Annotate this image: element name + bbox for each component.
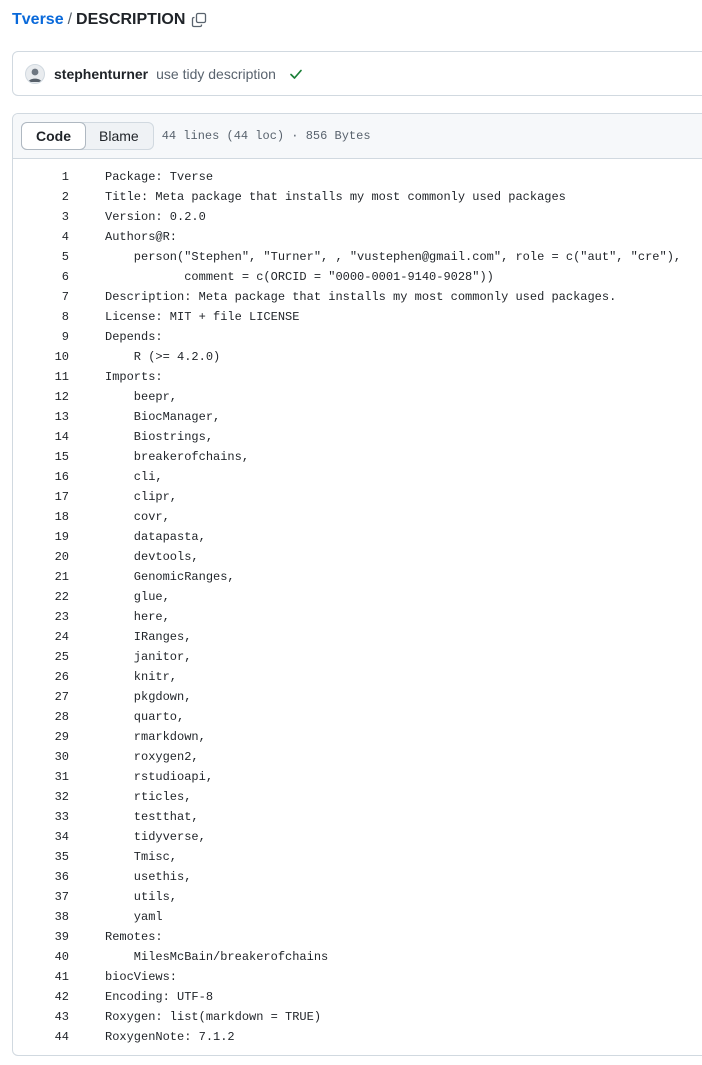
code-line: [13, 767, 702, 787]
latest-commit-bar: [12, 51, 702, 96]
line-content: rticles,: [105, 790, 192, 804]
line-number[interactable]: 19: [54, 530, 69, 544]
code-line: [13, 887, 702, 907]
code-line: [13, 327, 702, 347]
line-content: roxygen2,: [105, 750, 199, 764]
file-name: DESCRIPTION: [76, 11, 186, 28]
commit-message[interactable]: use tidy description: [156, 65, 276, 82]
line-content: testthat,: [105, 810, 199, 824]
tab-code[interactable]: Code: [21, 122, 86, 150]
code-line: [13, 347, 702, 367]
code-line: [13, 447, 702, 467]
line-number[interactable]: 23: [54, 610, 69, 624]
line-content: clipr,: [105, 490, 178, 504]
code-line: [13, 467, 702, 487]
line-number[interactable]: 22: [54, 590, 69, 604]
line-number[interactable]: 16: [54, 470, 69, 484]
code-area: [13, 159, 702, 1047]
file-info: 44 lines (44 loc) · 856 Bytes: [161, 129, 371, 143]
code-line: [13, 687, 702, 707]
line-number[interactable]: 14: [54, 430, 69, 444]
line-number[interactable]: 36: [54, 870, 69, 884]
code-line: [13, 607, 702, 627]
code-line: [13, 587, 702, 607]
line-number[interactable]: 40: [54, 950, 69, 964]
code-line: [13, 647, 702, 667]
line-content: person("Stephen", "Turner", , "vustephen@gmail.com", role = c("aut", "cre"),: [105, 250, 682, 264]
line-number[interactable]: 13: [54, 410, 69, 424]
line-content: R (>= 4.2.0): [105, 350, 221, 364]
line-content: datapasta,: [105, 530, 206, 544]
line-content: RoxygenNote: 7.1.2: [105, 1030, 235, 1044]
line-content: Roxygen: list(markdown = TRUE): [105, 1010, 322, 1024]
line-content: covr,: [105, 510, 170, 524]
code-line: [13, 507, 702, 527]
line-content: cli,: [105, 470, 163, 484]
breadcrumb: [12, 8, 207, 32]
line-number[interactable]: 44: [54, 1030, 69, 1044]
code-line: [13, 207, 702, 227]
line-content: IRanges,: [105, 630, 192, 644]
code-line: [13, 307, 702, 327]
line-number[interactable]: 20: [54, 550, 69, 564]
line-content: janitor,: [105, 650, 192, 664]
code-line: [13, 367, 702, 387]
line-content: Remotes:: [105, 930, 163, 944]
line-content: yaml: [105, 910, 163, 924]
line-number[interactable]: 6: [61, 270, 69, 284]
line-number[interactable]: 9: [61, 330, 69, 344]
code-line: [13, 387, 702, 407]
code-line: [13, 787, 702, 807]
code-line: [13, 407, 702, 427]
line-content: beepr,: [105, 390, 178, 404]
file-viewer: [12, 113, 702, 1056]
line-number[interactable]: 38: [54, 910, 69, 924]
line-content: devtools,: [105, 550, 199, 564]
line-content: License: MIT + file LICENSE: [105, 310, 300, 324]
code-line: [13, 167, 702, 187]
code-line: [13, 227, 702, 247]
copy-icon[interactable]: [191, 12, 207, 28]
line-number[interactable]: 31: [54, 770, 69, 784]
line-content: glue,: [105, 590, 170, 604]
code-line: [13, 567, 702, 587]
line-number[interactable]: 10: [54, 350, 69, 364]
commit-author[interactable]: stephenturner: [54, 65, 149, 82]
code-line: [13, 247, 702, 267]
line-number[interactable]: 5: [61, 250, 69, 264]
line-content: MilesMcBain/breakerofchains: [105, 950, 329, 964]
line-number[interactable]: 15: [54, 450, 69, 464]
line-content: Package: Tverse: [105, 170, 214, 184]
line-content: Depends:: [105, 330, 163, 344]
code-line: [13, 187, 702, 207]
line-content: Imports:: [105, 370, 163, 384]
code-line: [13, 727, 702, 747]
repo-link[interactable]: Tverse: [12, 11, 64, 28]
line-content: GenomicRanges,: [105, 570, 235, 584]
code-line: [13, 527, 702, 547]
line-content: Encoding: UTF-8: [105, 990, 214, 1004]
line-content: rstudioapi,: [105, 770, 214, 784]
code-line: [13, 1007, 702, 1027]
line-number[interactable]: 25: [54, 650, 69, 664]
line-content: comment = c(ORCID = "0000-0001-9140-9028")): [105, 270, 494, 284]
line-number[interactable]: 43: [54, 1010, 69, 1024]
line-content: utils,: [105, 890, 178, 904]
code-line: [13, 967, 702, 987]
line-number[interactable]: 33: [54, 810, 69, 824]
code-line: [13, 907, 702, 927]
line-content: Title: Meta package that installs my most commonly used packages: [105, 190, 566, 204]
line-number[interactable]: 3: [61, 210, 69, 224]
line-number[interactable]: 21: [54, 570, 69, 584]
code-line: [13, 487, 702, 507]
line-number[interactable]: 1: [61, 170, 69, 184]
line-number[interactable]: 37: [54, 890, 69, 904]
code-line: [13, 847, 702, 867]
line-content: rmarkdown,: [105, 730, 206, 744]
line-content: tidyverse,: [105, 830, 206, 844]
view-toggle: [21, 122, 154, 150]
line-number[interactable]: 11: [54, 370, 69, 384]
line-content: Description: Meta package that installs my most commonly used packages.: [105, 290, 617, 304]
line-number[interactable]: 8: [61, 310, 69, 324]
line-number[interactable]: 26: [54, 670, 69, 684]
line-content: here,: [105, 610, 170, 624]
line-number[interactable]: 28: [54, 710, 69, 724]
line-number[interactable]: 4: [61, 230, 69, 244]
line-number[interactable]: 32: [54, 790, 69, 804]
line-content: Biostrings,: [105, 430, 214, 444]
code-line: [13, 747, 702, 767]
line-content: breakerofchains,: [105, 450, 250, 464]
line-number[interactable]: 12: [54, 390, 69, 404]
code-line: [13, 927, 702, 947]
line-content: usethis,: [105, 870, 192, 884]
line-number[interactable]: 17: [54, 490, 69, 504]
code-line: [13, 267, 702, 287]
line-number[interactable]: 42: [54, 990, 69, 1004]
line-content: Authors@R:: [105, 230, 178, 244]
line-content: Tmisc,: [105, 850, 178, 864]
line-content: biocViews:: [105, 970, 178, 984]
line-number[interactable]: 18: [54, 510, 69, 524]
code-line: [13, 947, 702, 967]
file-header: [13, 114, 702, 159]
line-number[interactable]: 24: [54, 630, 69, 644]
code-line: [13, 427, 702, 447]
code-line: [13, 707, 702, 727]
line-content: knitr,: [105, 670, 178, 684]
line-number[interactable]: 34: [54, 830, 69, 844]
tab-blame[interactable]: Blame: [85, 123, 153, 149]
avatar[interactable]: [25, 64, 45, 84]
line-number[interactable]: 2: [61, 190, 69, 204]
breadcrumb-separator: /: [67, 11, 73, 28]
code-line: [13, 827, 702, 847]
line-number[interactable]: 41: [54, 970, 69, 984]
check-icon: [288, 66, 304, 82]
line-number[interactable]: 29: [54, 730, 69, 744]
code-line: [13, 627, 702, 647]
line-number[interactable]: 30: [54, 750, 69, 764]
code-line: [13, 867, 702, 887]
line-content: BiocManager,: [105, 410, 221, 424]
line-number[interactable]: 7: [61, 290, 69, 304]
code-line: [13, 1027, 702, 1047]
code-line: [13, 287, 702, 307]
line-content: Version: 0.2.0: [105, 210, 206, 224]
code-line: [13, 807, 702, 827]
line-number[interactable]: 35: [54, 850, 69, 864]
code-line: [13, 547, 702, 567]
code-line: [13, 987, 702, 1007]
line-number[interactable]: 39: [54, 930, 69, 944]
line-content: pkgdown,: [105, 690, 192, 704]
line-content: quarto,: [105, 710, 185, 724]
code-line: [13, 667, 702, 687]
line-number[interactable]: 27: [54, 690, 69, 704]
